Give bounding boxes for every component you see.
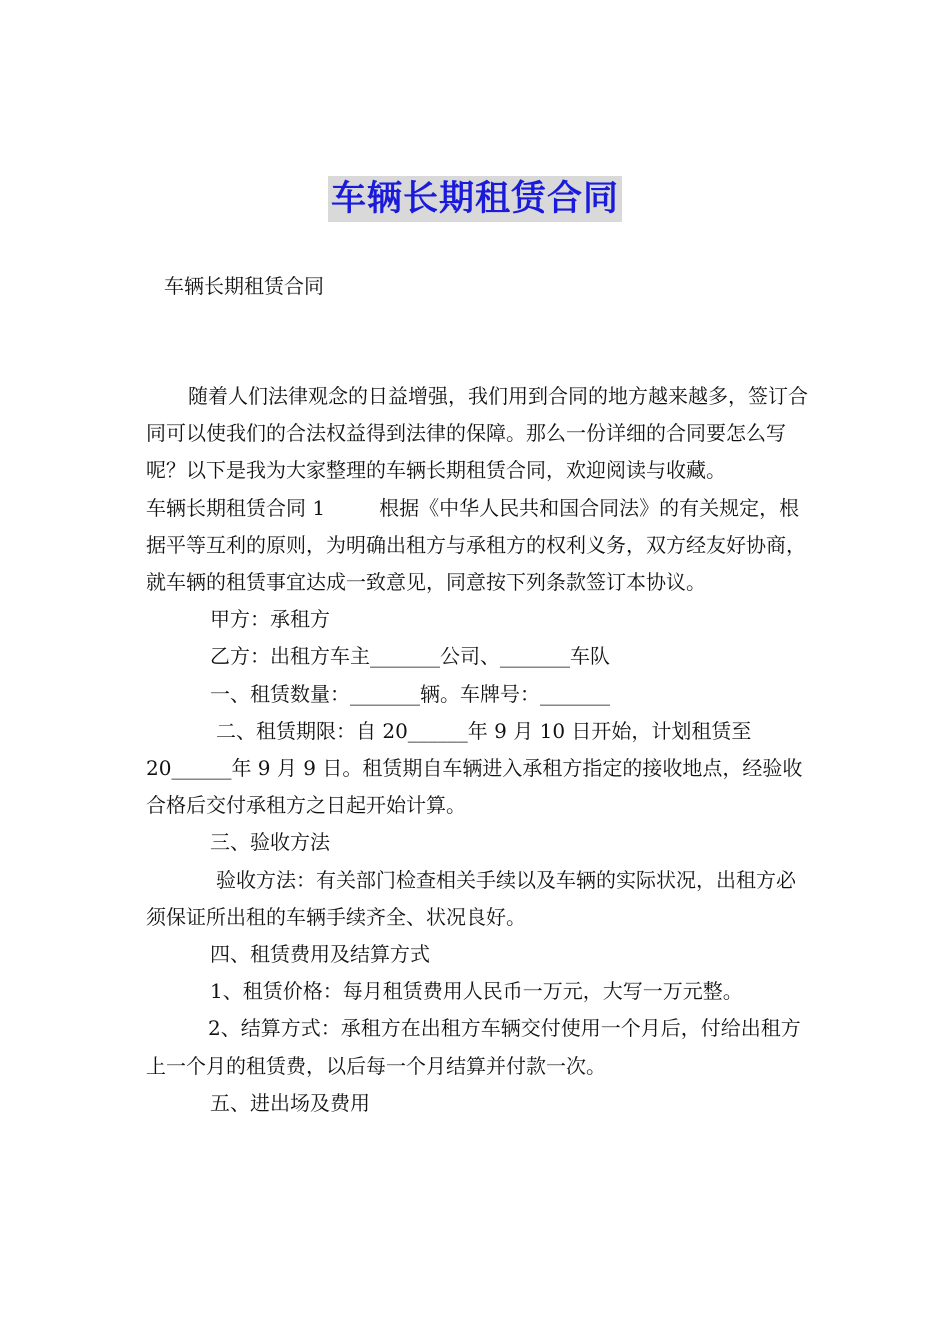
clause-4-title: 四、租赁费用及结算方式 bbox=[210, 942, 430, 967]
contract-heading: 车辆长期租赁合同 1 bbox=[146, 495, 326, 520]
clause-1: 一、租赁数量：_______辆。车牌号：_______ bbox=[210, 681, 610, 706]
clause-5-title: 五、进出场及费用 bbox=[210, 1090, 370, 1115]
clause-3-body: 验收方法：有关部门检查相关手续以及车辆的实际状况，出租方必须保证所出租的车辆手续齐全、状况良好。 bbox=[146, 867, 796, 929]
intro-paragraph: 随着人们法律观念的日益增强，我们用到合同的地方越来越多，签订合同可以使我们的合法权益得到法律的保障。那么一份详细的合同要怎么写呢？以下是我为大家整理的车辆长期租赁合同，欢迎阅读与收藏。 bbox=[146, 384, 808, 483]
document-subtitle: 车辆长期租赁合同 bbox=[164, 274, 324, 298]
contract-intro-text: 根据《中华人民共和国合同法》的有关规定，根据平等互利的原则，为明确出租方与承租方的权利义务，双方经友好协商，就车辆的租赁事宜达成一致意见，同意按下列条款签订本协议。 bbox=[146, 495, 806, 595]
clause-2: 二、租赁期限：自 20______年 9 月 10 日开始，计划租赁至 20______年 9 月 9 日。租赁期自车辆进入承租方指定的接收地点，经验收合格后交付承租方之日起开始计算。 bbox=[146, 718, 803, 818]
title-container bbox=[0, 176, 950, 222]
party-a: 甲方：承租方 bbox=[210, 607, 330, 632]
clause-3-title: 三、验收方法 bbox=[210, 830, 330, 855]
clause-4-item-2: 2、结算方式：承租方在出租方车辆交付使用一个月后，付给出租方上一个月的租赁费，以后每一个月结算并付款一次。 bbox=[146, 1016, 801, 1078]
clause-4-item-1: 1、租赁价格：每月租赁费用人民币一万元，大写一万元整。 bbox=[210, 979, 743, 1004]
party-b: 乙方：出租方车主_______公司、_______车队 bbox=[210, 644, 610, 669]
contract-intro-paragraph bbox=[146, 490, 810, 602]
document-body bbox=[146, 378, 810, 1122]
document-title: 车辆长期租赁合同 bbox=[328, 176, 622, 222]
